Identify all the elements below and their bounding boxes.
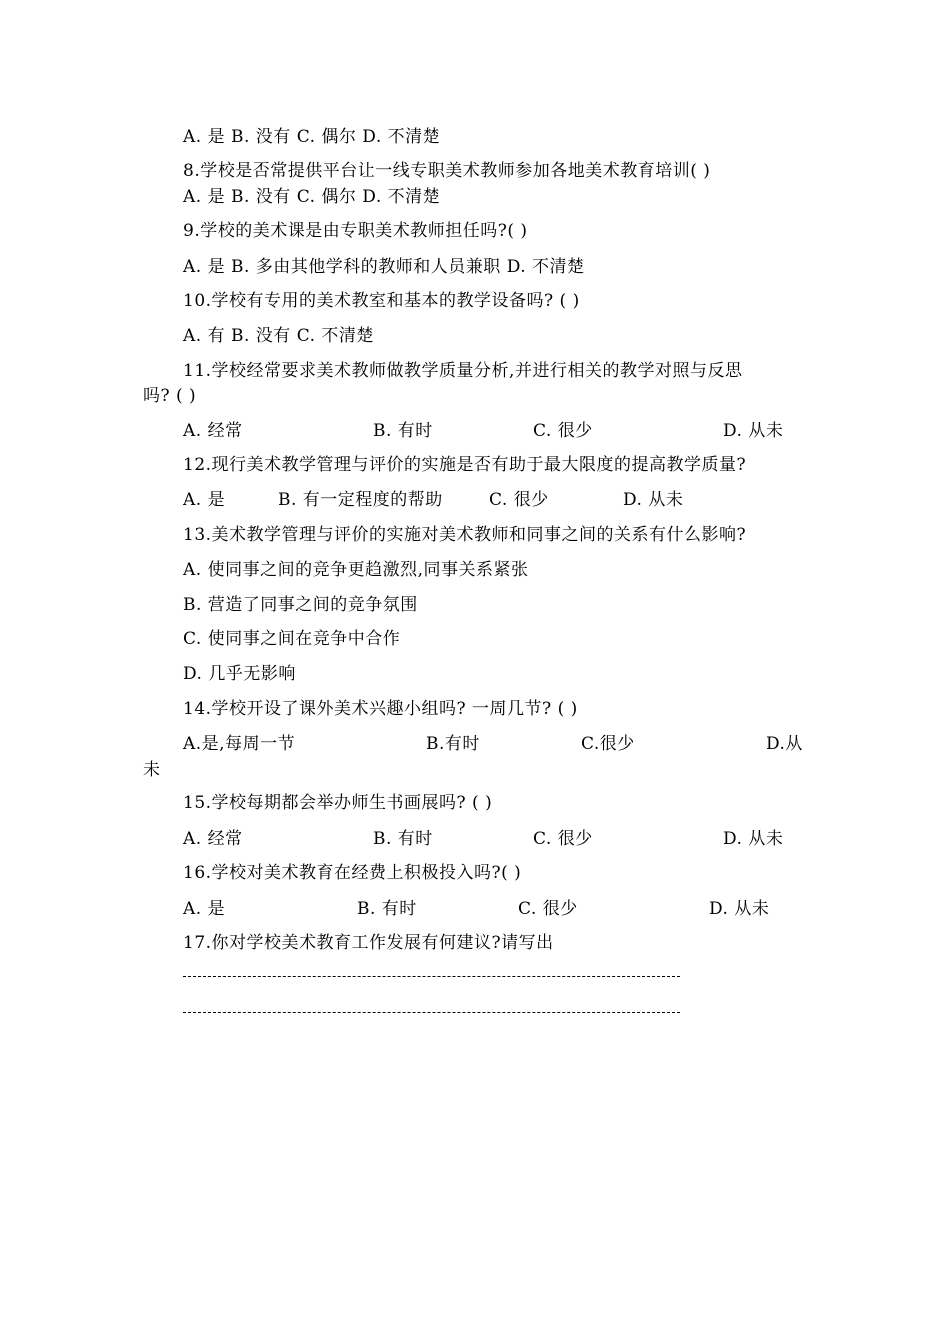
q9-question: 9.学校的美术课是由专职美术教师担任吗?( ) — [183, 221, 528, 241]
q15-option-a: A. 经常 — [183, 829, 243, 849]
q13-option-b: B. 营造了同事之间的竞争氛围 — [183, 595, 418, 615]
q15-question: 15.学校每期都会举办师生书画展吗? ( ) — [183, 793, 493, 813]
q8-question: 8.学校是否常提供平台让一线专职美术教师参加各地美术教育培训( ) — [183, 161, 711, 181]
q17-question: 17.你对学校美术教育工作发展有何建议?请写出 — [183, 933, 554, 953]
q14-option-a: A.是,每周一节 — [183, 734, 296, 754]
q13-option-d: D. 几乎无影响 — [183, 664, 296, 684]
q12-option-a: A. 是 — [183, 490, 226, 510]
q16-option-a: A. 是 — [183, 899, 226, 919]
q7-options: A. 是 B. 没有 C. 偶尔 D. 不清楚 — [183, 127, 441, 147]
q13-question: 13.美术教学管理与评价的实施对美术教师和同事之间的关系有什么影响? — [183, 525, 747, 545]
q9-options: A. 是 B. 多由其他学科的教师和人员兼职 D. 不清楚 — [183, 257, 585, 277]
q8-options: A. 是 B. 没有 C. 偶尔 D. 不清楚 — [183, 187, 441, 207]
q11-option-b: B. 有时 — [373, 421, 433, 441]
q16-option-c: C. 很少 — [518, 899, 578, 919]
q12-option-c: C. 很少 — [489, 490, 549, 510]
q15-option-d: D. 从未 — [723, 829, 784, 849]
q13-option-a: A. 使同事之间的竞争更趋激烈,同事关系紧张 — [183, 560, 529, 580]
q15-option-b: B. 有时 — [373, 829, 433, 849]
q11-option-d: D. 从未 — [723, 421, 784, 441]
q16-option-d: D. 从未 — [709, 899, 770, 919]
q14-option-d: D.从 — [766, 734, 803, 754]
q13-option-c: C. 使同事之间在竞争中合作 — [183, 629, 401, 649]
q10-question: 10.学校有专用的美术教室和基本的教学设备吗? ( ) — [183, 291, 580, 311]
q14-question: 14.学校开设了课外美术兴趣小组吗? 一周几节? ( ) — [183, 699, 578, 719]
q11-question-line2: 吗? ( ) — [143, 386, 197, 406]
q12-question: 12.现行美术教学管理与评价的实施是否有助于最大限度的提高教学质量? — [183, 455, 747, 475]
q16-question: 16.学校对美术教育在经费上积极投入吗?( ) — [183, 863, 522, 883]
q10-options: A. 有 B. 没有 C. 不清楚 — [183, 326, 374, 346]
answer-line[interactable] — [183, 1012, 680, 1013]
q14-option-c: C.很少 — [581, 734, 635, 754]
q14-option-d-wrap: 未 — [143, 760, 161, 780]
q15-option-c: C. 很少 — [533, 829, 593, 849]
q11-option-a: A. 经常 — [183, 421, 243, 441]
q11-question-line1: 11.学校经常要求美术教师做教学质量分析,并进行相关的教学对照与反思 — [183, 361, 743, 381]
q12-option-b: B. 有一定程度的帮助 — [278, 490, 443, 510]
q14-option-b: B.有时 — [426, 734, 480, 754]
q12-option-d: D. 从未 — [623, 490, 684, 510]
q16-option-b: B. 有时 — [357, 899, 417, 919]
q11-option-c: C. 很少 — [533, 421, 593, 441]
answer-line[interactable] — [183, 976, 680, 977]
